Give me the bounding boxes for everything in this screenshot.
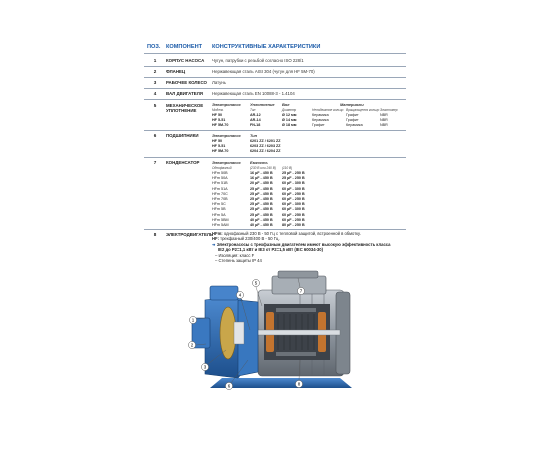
capacitor-col-pump: Электронасос: [212, 160, 241, 165]
capacitor-c1: 25 µF - 450 В: [250, 197, 273, 202]
bearings-name: ПОДШИПНИКИ: [166, 133, 199, 138]
seal-pump: HF 50: [212, 113, 223, 117]
capacitor-pump: HFm 5A: [212, 212, 226, 217]
motor-line-1-text: однофазный 230 В - 50 Гц с тепловой защитой, встроенной в обмотку.: [223, 231, 361, 236]
capacitor-c1: 20 µF - 450 В: [250, 181, 273, 186]
capacitor-pump: HFm 51A: [212, 186, 228, 191]
motor-line-1-label: HFm:: [212, 231, 223, 236]
bearings-col-type: Тип: [250, 133, 257, 138]
capacitor-c1: 25 µF - 450 В: [250, 186, 273, 191]
bearings-pump: HF 50: [212, 139, 223, 143]
bearings-type: 6204 ZZ / 6204 ZZ: [250, 149, 281, 154]
callout-5-label: 5: [254, 280, 258, 286]
row-3-desc: Латунь: [212, 80, 226, 85]
callout-3-label: 3: [203, 364, 207, 370]
row-1-num: 1: [153, 58, 157, 63]
seal-col-diameter: Диаметр: [282, 108, 297, 112]
seal-col-rotating: Вращающееся кольцо: [346, 108, 380, 112]
row-4-num: 4: [153, 91, 157, 96]
motor-line-5: – Изоляция: класс F: [215, 253, 255, 258]
motor-line-6: – Степень защиты IP 44: [215, 258, 262, 263]
seal-fixed: Графит: [312, 123, 325, 128]
seal-elast: NBR: [380, 123, 388, 128]
seal-fixed: Керамика: [312, 113, 329, 117]
capacitor-c2: 60 µF - 250 В: [282, 197, 305, 202]
capacitor-name: КОНДЕНСАТОР: [166, 160, 200, 165]
callout-1-label: 1: [191, 317, 195, 323]
capacitor-c1: 40 µF - 450 В: [250, 217, 273, 222]
seal-name-1: МЕХАНИЧЕСКОЕ: [166, 103, 204, 108]
header-pos: ПОЗ.: [147, 44, 161, 50]
seal-col-elastomer: Эластомер: [380, 108, 398, 112]
motor-name: ЭЛЕКТРОДВИГАТЕЛЬ: [166, 232, 214, 237]
seal-col-seal: Уплотнение: [250, 102, 275, 107]
callout-4-label: 4: [238, 292, 242, 298]
bearings-type: 6201 ZZ / 6201 ZZ: [250, 139, 281, 143]
capacitor-col-capacity: Емкость: [250, 160, 268, 165]
capacitor-pump: HFm 70B: [212, 197, 228, 202]
capacitor-c2: 60 µF - 250 В: [282, 212, 305, 217]
seal-elast: NBR: [380, 113, 388, 117]
capacitor-c2: 60 µF - 300 В: [282, 207, 305, 212]
capacitor-c2: 60 µF - 300 В: [282, 181, 305, 186]
bearings-pump: HF 5-51: [212, 144, 226, 149]
capacitor-col-v2: (110 В): [282, 166, 293, 170]
bearings-type: 6203 ZZ / 6203 ZZ: [250, 144, 281, 149]
seal-elast: NBR: [380, 118, 388, 123]
bearings-pump: HF 5M-70: [212, 149, 229, 154]
row-2-desc: Нержавеющая сталь AISI 304 (чугун для HF 5M-70): [212, 69, 315, 74]
capacitor-c1: 25 µF - 450 В: [250, 202, 273, 207]
row-3-num: 3: [153, 80, 157, 85]
callout-7-label: 7: [299, 288, 303, 294]
seal-type: AR-12: [250, 113, 261, 117]
capacitor-pump: HFm 50A: [212, 176, 228, 181]
capacitor-c2: 60 µF - 300 В: [282, 202, 305, 207]
row-2-name: ФЛАНЕЦ: [166, 69, 186, 74]
seal-rot: Графит: [346, 118, 359, 123]
seal-col-model: Модель: [212, 108, 224, 112]
header-component: КОМПОНЕНТ: [166, 44, 203, 50]
motor-num: 8: [153, 232, 157, 237]
row-4-name: ВАЛ ДВИГАТЕЛЯ: [166, 91, 203, 96]
capacitor-pump: HFm 50B: [212, 171, 228, 175]
capacitor-pump: HFm 70C: [212, 191, 228, 196]
capacitor-pump: HFm 5AM: [212, 223, 229, 228]
callout-6-label: 6: [227, 383, 231, 389]
seal-shaft: Ø 18 мм: [282, 123, 297, 128]
row-2-num: 2: [153, 69, 157, 74]
seal-type: FN-18: [250, 123, 261, 128]
capacitor-pump: HFm 51B: [212, 181, 228, 186]
capacitor-pump: HFm 5B: [212, 207, 226, 212]
seal-col-pump: Электронасос: [212, 102, 241, 107]
seal-col-materials: Материалы: [340, 102, 364, 107]
seal-col-shaft: Вал: [282, 102, 290, 107]
seal-type: AR-14: [250, 118, 261, 123]
arrow-right-icon: ➜: [212, 242, 216, 247]
row-3-name: РАБОЧЕЕ КОЛЕСО: [166, 80, 207, 85]
bearings-num: 6: [153, 133, 157, 138]
capacitor-c1: 16 µF - 450 В: [250, 176, 273, 181]
capacitor-c2: 25 µF - 250 В: [282, 171, 305, 175]
seal-rot: Керамика: [346, 123, 363, 128]
row-1-desc: Чугун, патрубки с резьбой согласно ISO 228/1: [212, 58, 304, 63]
capacitor-c1: 25 µF - 450 В: [250, 191, 273, 196]
capacitor-col-v1: (230 В или 240 В): [250, 166, 276, 170]
motor-line-3-text: Электронасосы с трехфазным двигателем имеют высокую эффективность класса: [216, 242, 391, 247]
row-1-name: КОРПУС НАСОСА: [166, 58, 205, 63]
capacitor-c1: 40 µF - 450 В: [250, 223, 273, 228]
seal-name-2: УПЛОТНЕНИЕ: [166, 108, 197, 113]
seal-col-stationary: Неподвижное кольцо: [312, 108, 344, 112]
capacitor-c1: 25 µF - 450 В: [250, 212, 273, 217]
seal-pump: HF 5M-70: [212, 123, 229, 128]
motor-line-2-text: трехфазный 230/400 В - 50 Гц.: [220, 236, 280, 241]
capacitor-c2: 60 µF - 300 В: [282, 186, 305, 191]
capacitor-col-single: Однофазный: [212, 166, 232, 170]
capacitor-pump: HFm 5BM: [212, 217, 229, 222]
bearings-col-pump: Электронасос: [212, 133, 241, 138]
seal-rot: Графит: [346, 113, 359, 117]
callout-2-label: 2: [190, 342, 194, 348]
motor-line-2-label: HF:: [212, 236, 219, 241]
motor-line-4: IE2 до P2=1,1 кВт и IE3 от P2=1,5 кВт (IEC 60034-30): [218, 247, 323, 252]
capacitor-c2: 80 µF - 250 В: [282, 223, 305, 228]
header-characteristics: КОНСТРУКТИВНЫЕ ХАРАКТЕРИСТИКИ: [212, 44, 321, 50]
capacitor-c2: 25 µF - 250 В: [282, 176, 305, 181]
seal-pump: HF 5-51: [212, 118, 226, 123]
seal-shaft: Ø 12 мм: [282, 113, 297, 117]
capacitor-num: 7: [153, 160, 157, 165]
capacitor-pump: HFm 5C: [212, 202, 226, 207]
capacitor-c1: 25 µF - 450 В: [250, 207, 273, 212]
seal-shaft: Ø 14 мм: [282, 118, 297, 123]
capacitor-c2: 60 µF - 250 В: [282, 191, 305, 196]
capacitor-c1: 16 µF - 450 В: [250, 171, 273, 175]
seal-col-type: Тип: [250, 108, 256, 112]
seal-num: 5: [153, 103, 157, 108]
capacitor-c2: 60 µF - 250 В: [282, 217, 305, 222]
row-4-desc: Нержавеющая сталь EN 10088-3 - 1.4104: [212, 91, 295, 96]
callout-8-label: 8: [297, 381, 301, 387]
seal-fixed: Керамика: [312, 118, 329, 123]
pump-casing: [192, 286, 258, 378]
